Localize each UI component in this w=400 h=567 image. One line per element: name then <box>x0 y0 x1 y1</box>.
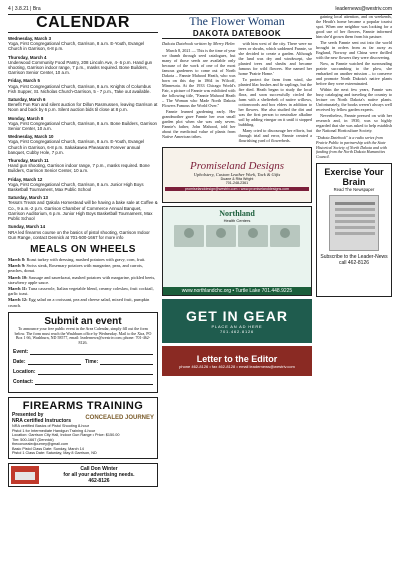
meal-day: March 11: <box>8 285 28 291</box>
meals-list <box>8 257 158 308</box>
promiseland-owners: Duane & Rita Wright <box>220 176 254 181</box>
datebook-caption: "Dakota Datebook" is a radio series from Prairie Public in partnership with the State Historical Society of North Dakota and with funding from the North Dakota Humanities Council. <box>316 135 387 160</box>
gear-sub: PLACE AN AD HERE <box>211 324 263 329</box>
event-date: Friday, March 12 <box>8 176 43 182</box>
header-email: leadernews@westriv.com <box>335 6 392 12</box>
firearms-line: NRA certified Basics of Pistol Shooting 8-hour <box>12 423 90 428</box>
calendar-event <box>8 116 158 132</box>
northland-url: www.northlandchc.org • Turtle Lake 701.448.9225 <box>163 287 311 295</box>
get-in-gear-ad <box>162 299 312 343</box>
promiseland-url: promiselanddesign@westriv.com • www.promiselanddesigns.com <box>165 187 309 191</box>
meal-item <box>8 286 158 296</box>
firearms-presented: Presented by <box>12 411 44 418</box>
article-paragraph: Now, as Fannie watched the surrounding prairie succumbing to the plow, she embarked on another mission – to conserve and promote North Dakota's native plants before they were exterminated. <box>316 61 392 86</box>
article-paragraph: To protect the farm from wind, she planted lilac bushes and fir saplings, but the fire died. Heath began to study the local flora, and soon successfully circled the farm with a shelterbelt of native willows, cottonwoods and box elders in addition to her flowers. She also studied the dirt and was the first person to neutralize alkaline soil by adding vinegar on it until it stopped bubbling. <box>238 77 312 127</box>
meal-item <box>8 257 158 262</box>
contact-field[interactable] <box>13 379 153 385</box>
firearms-nra: NRA certified Instructors <box>12 417 71 424</box>
exercise-sub: Read The Newspaper <box>333 186 375 192</box>
contact-label: Contact: <box>13 378 34 385</box>
page-folio: 4 | 3.8.21 | Bra <box>8 6 41 12</box>
firearms-line: theconcealedjourney@gmail.com <box>12 442 69 447</box>
meals-title: MEALS ON WHEELS <box>30 243 136 255</box>
meal-day: March 9: <box>8 263 26 269</box>
article-title: The Flower Woman <box>189 14 285 28</box>
meal-item <box>8 263 158 273</box>
meal-item <box>8 275 158 285</box>
meal-text: Swiss steak, Rosemary potatoes with margarine, peas, and carrots, peaches, donut. <box>8 263 143 274</box>
event-date: Monday, March 8 <box>8 115 44 121</box>
doctor-photo <box>206 225 236 247</box>
meal-text: Egg salad on a croissant, pea and cheese salad, mixed fruit, pumpkin crunch. <box>8 297 150 308</box>
calendar-title: CALENDAR <box>8 14 158 33</box>
exercise-subscribe: Subscribe to the Leader-News call 462-8126 <box>320 253 388 266</box>
event-date: Wednesday, March 3 <box>8 36 52 41</box>
date-field[interactable] <box>13 359 81 365</box>
event-date: Thursday, March 4 <box>8 54 47 60</box>
event-date: Thursday, March 11 <box>8 158 49 164</box>
exercise-headline: Exercise Your Brain <box>324 166 384 187</box>
article-col-2 <box>239 41 313 144</box>
northland-logo: Northland <box>219 209 255 218</box>
firearms-line: Tim: 500-1667 (Dennick) <box>12 437 54 442</box>
meal-text: Sausage and sauerkraut, mashed potatoes with margarine, pickled beets, strawberry apple sauce. <box>8 274 156 285</box>
event-text: Yoga, First Congregational Church, Garrison, 8 a.m. Knights of Columbus Fish Supper, St. Nicholas Church-Garrison, 5 - 7 p.m., Take out available. <box>8 83 151 94</box>
calendar-event <box>8 158 158 174</box>
event-line[interactable] <box>30 350 153 355</box>
submit-instructions: To announce your free public event in the Area Calendar, simply fill out the form below. The form must reach the Washburn office by Wednesday. Mail to the Xtra, PO Box 1 66, Washburn, ND 58577, email: leadernews@westriv.com; phone: 701-462-8126. <box>14 325 152 346</box>
submit-title: Submit an event <box>44 315 122 327</box>
newspaper-icon <box>329 195 379 251</box>
gear-phone: 701.462.8126 <box>219 329 255 334</box>
call-don-tagline: for all your advertising needs. <box>63 472 135 479</box>
gear-headline: GET IN GEAR <box>185 308 288 324</box>
meal-item <box>8 297 158 307</box>
meal-day: March 8: <box>8 256 26 262</box>
firearms-title: FIREARMS TRAINING <box>22 399 144 412</box>
meal-text: Roast turkey with dressing, mashed potatoes with gravy, corn, fruit. <box>26 256 146 262</box>
promiseland-tagline: Upholstery, Custom Leather Work, Tack & Gifts <box>193 171 281 177</box>
concealed-journey-logo: CONCEALED JOURNEY <box>85 414 154 421</box>
date-line[interactable] <box>28 360 81 365</box>
location-line[interactable] <box>38 370 154 375</box>
event-date: Saturday, March 6 <box>8 97 46 103</box>
calendar-event <box>8 36 158 52</box>
calendar-list <box>8 36 158 240</box>
doctor-photo <box>174 225 204 247</box>
event-text: Yoga, First Congregational Church, Garrison, 8 a.m. E-Youth, Evangel Church in Garrison, 6-8 p.m. <box>8 41 145 52</box>
location-field[interactable] <box>13 369 153 375</box>
promiseland-ad <box>162 147 312 203</box>
event-text: Hand gun shooting, Garrison indoor range, 7 p.m., masks required. Bone Builders, Garrison Senior Center, 10 a.m. <box>8 163 150 174</box>
event-text: Yoga, First Congregational Church, Garrison, 8 a.m. Bone Builders, Garrison Senior Center, 10 a.m. <box>8 120 157 132</box>
article-paragraph: with him west of the city. There were no trees or shrubs, which saddened Fannie, so she decided to create a garden. Although the land was dry and windswept, she planted trees and shrubs and became famous for wild flowers. She named her home 'Prairie Home.' <box>238 41 312 76</box>
exercise-brain-ad <box>316 163 392 297</box>
event-text: Yoga, First Congregational Church, Garrison, 8 a.m. E-Youth, Evangel Church in Garrison, 6-8 p.m. Sakakawea Pheasants Forever annual banquet, Cubby Hole, 7 p.m. <box>8 139 145 155</box>
contact-line[interactable] <box>35 380 153 385</box>
article-paragraph: Fannie learned gardening early. Her grandmother gave Fannie her own small garden plot when she was only seven. Fannie's father, John Mahood, told her about the medicinal value of plants from Native American tribes. <box>162 109 236 139</box>
meal-day: March 10: <box>8 274 28 280</box>
middle-column <box>162 14 312 376</box>
firearms-ad <box>8 397 158 459</box>
firearms-line: Basic Pistol Class Date: Sunday, March 14 <box>12 446 84 451</box>
article-subtitle: DAKOTA DATEBOOK <box>162 29 312 39</box>
doctor-photo <box>270 225 300 247</box>
event-field[interactable] <box>13 349 153 355</box>
article-paragraph: Nevertheless, Fannie pressed on with her research and, in 1930, was so highly regarded that she was asked to help establish the National Horticulture Society. <box>316 113 392 133</box>
northland-sub: Health Centers <box>223 218 251 223</box>
article-paragraph: March 8, 2021 — This is the time of year we thumb through seed catalogues, but many of those seeds are available only because of the work of one of the most famous gardeners to come out of North Dakota – Fannie Mahood Heath, who was born on this day in 1864 in Wilcoff, Minnesota. At the 1933 Chicago World's Fair, a picture of Fannie was exhibited with the following title, "Fannie Mahood Heath – The Woman who Made North Dakota Flowers Famous the World Over." <box>162 48 236 108</box>
article-continued <box>316 14 392 133</box>
event-text: Underwood Community Food Pantry, 208 Lincoln Ave, 4- 6 p.m. Hand gun shooting, Garrison indoor range, 7 p.m., masks required. Bone Builders, Garrison Senior Center, 10 a.m. <box>8 59 153 76</box>
calendar-event <box>8 177 158 193</box>
meal-text: Tuna casserole, Italian vegetable blend, creamy coleslaw, fruit cocktail, garlic toast. <box>8 285 154 297</box>
article-paragraph: gaining local attention, and on weekends, the Heath's home became a popular tourist spot. When one neighbor was looking for a good use of her flowers, Fannie informed him she'd grown them from his pasture. <box>316 14 392 39</box>
article-paragraph: The seeds Fannie sent out into the world brought in orders from as far away as England, Norway and China were thrilled with the new flowers they were discovering. <box>316 40 392 60</box>
event-label: Event: <box>13 348 29 355</box>
doctor-photo <box>238 225 268 247</box>
date-label: Date: <box>13 358 26 365</box>
event-date: Sunday, March 14 <box>8 224 46 230</box>
calendar-event <box>8 224 158 240</box>
letter-headline: Letter to the Editor <box>196 353 278 364</box>
location-label: Location: <box>13 368 36 375</box>
calendar-event <box>8 195 158 221</box>
doctor-photos <box>165 225 309 247</box>
firearms-details <box>12 424 154 456</box>
event-text: Tessa's Treats and Qakola Homestead will be having a bake sale at Coffee & Co., 9 a.m.-2 p.m. Garrison Chamber of Commerce Annual Banquet, Garrison Auditorium, 6 p.m. Junior High Boys Basketball Tournament, Max Public School <box>8 200 158 222</box>
calendar-event <box>8 134 158 155</box>
article-byline: Dakota Datebook written by Merry Helm <box>162 41 235 46</box>
calendar-event <box>8 78 158 94</box>
letter-contact: phone 462-8126 • fax 462-8128 • email leadernews@westriv.com <box>179 363 295 369</box>
event-date: Saturday, March 13 <box>8 195 48 201</box>
time-field[interactable] <box>85 359 153 365</box>
calendar-event <box>8 97 158 113</box>
event-date: Friday, March 5 <box>8 78 40 84</box>
call-don-ad <box>8 463 158 487</box>
event-text: Benefit Fun Run and silent auction for Dillon Rasmussen, leaving Garrison at Noon and back by 6 p.m. Silent auction bids til close at 8 p.m. <box>8 102 158 113</box>
article-col-1 <box>162 41 236 144</box>
event-date: Wednesday, March 10 <box>8 134 54 140</box>
call-don-phone: 462-8126 <box>88 478 110 485</box>
article-paragraph: Many cried to discourage her efforts, but through trial and error, Fannie created a flourishing yard of flowerbeds. <box>238 128 312 143</box>
meal-day: March 12: <box>8 297 28 303</box>
right-column <box>316 14 392 297</box>
call-don-name: Call Don Winter <box>80 466 118 473</box>
calendar-event <box>8 55 158 76</box>
firearms-line: Pistol 1 for Intermediate Handgun Training 4-hour <box>12 428 96 433</box>
event-text: Yoga, First Congregational Church, Garrison, 8 a.m. Junior High Boys Basketball Tournament, Max Public School <box>8 181 144 193</box>
event-text: NRA led firearms course on the basics of pistol shooting, Garrison Indoor Gun Range, contact Dennick at 701-500-1667 for more info <box>8 229 150 240</box>
article-body <box>162 41 312 144</box>
firearms-line: Location: Garrison City Hall, Indoor Gun Range • Price: $150.00 <box>12 433 120 438</box>
northland-ad <box>162 206 312 296</box>
submit-event-form <box>8 312 158 393</box>
firearms-line: Pistol 1 Class Date: Saturday, May 8 Garrison, ND <box>12 451 97 456</box>
article-paragraph: Within the next few years, Fannie was busy cataloging and traveling the country to lecture on North Dakota's native plants. Unfortunately, the books weren't always well received by fellow garden experts. <box>316 87 392 112</box>
promiseland-phone: 701-248-2361 <box>225 180 249 185</box>
promiseland-name: Promiseland Designs <box>189 159 284 172</box>
time-line[interactable] <box>100 360 153 365</box>
letter-to-editor-ad <box>162 346 312 376</box>
left-column <box>8 14 158 487</box>
time-label: Time: <box>85 358 99 365</box>
car-image-icon <box>11 466 39 484</box>
